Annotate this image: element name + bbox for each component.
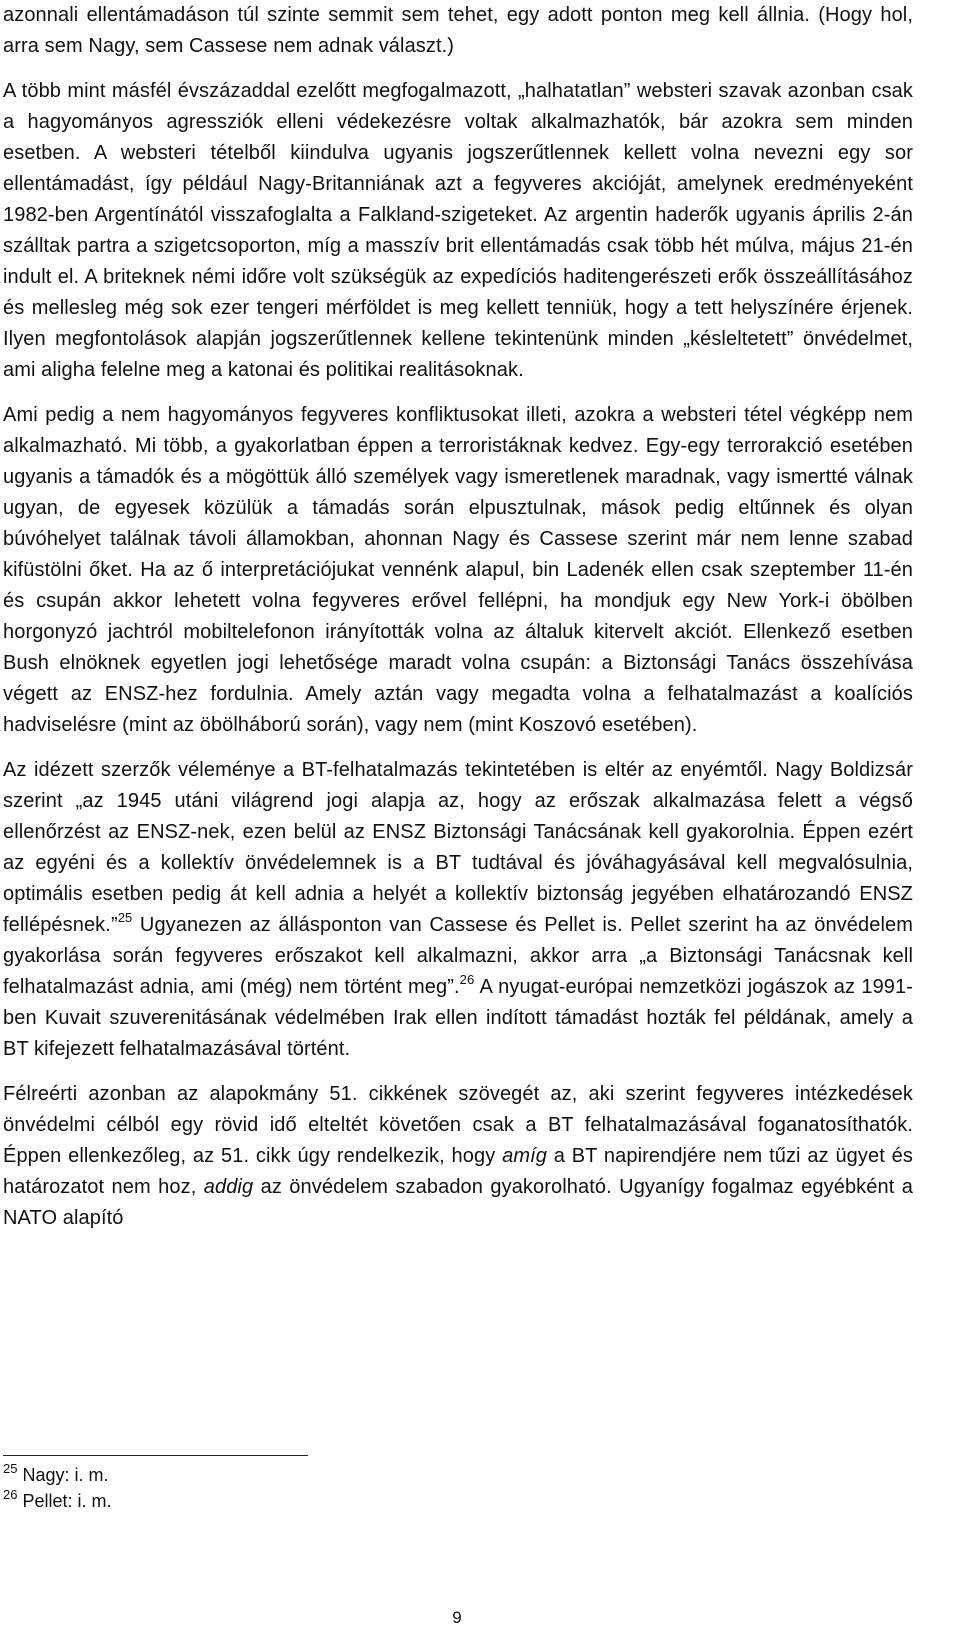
paragraph-5: [3, 1079, 913, 1234]
footnote-number: 25: [3, 1461, 18, 1476]
paragraph-3: [3, 400, 913, 741]
paragraph-text: az önvédelem szabadon gyakorolható. Ugyanígy fogalmaz egyébként a NATO alapító: [3, 1176, 913, 1229]
paragraph-1: [3, 0, 913, 62]
footnote-number: 26: [3, 1487, 18, 1502]
emphasis-text: addig: [203, 1176, 254, 1198]
paragraph-text: Az idézett szerzők véleménye a BT-felhatalmazás tekintetében is eltér az enyémtől. Nagy Boldizsár szerint „az 1945 utáni világrend jogi alapja az, hogy az erőszak alkalmazása felett a végső ellenőrzést az ENSZ-nek, ezen belül az ENSZ Biztonsági Tanácsának kell gyakorolnia. Éppen ezért az egyéni és a kollektív önvédelemnek is a BT tudtával és jóváhagyásával kell megvalósulnia, optimális esetben pedig át kell adnia a helyét a kollektív biztonság jegyében elhatározandó ENSZ fellépésnek.”: [3, 759, 913, 936]
paragraph-text: Ami pedig a nem hagyományos fegyveres konfliktusokat illeti, azokra a websteri tétel végképp nem alkalmazható. Mi több, a gyakorlatban éppen a terroristáknak kedvez. Egy-egy terrorakció esetében ugyanis a támadók és a mögöttük álló személyek vagy ismeretlenek maradnak, vagy ismertté válnak ugyan, de egyesek közülük a támadás során elpusztulnak, mások pedig eltűnnek és olyan búvóhelyet találnak távoli államokban, ahonnan Nagy és Cassese szerint már nem lenne szabad kifüstölni őket. Ha az ő interpretációjukat vennénk alapul, bin Ladenék ellen csak szeptember 11-én és csupán akkor lehetett volna fegyveres erővel fellépni, ha mondjuk egy New York-i öbölben horgonyzó jachtról mobiltelefonon irányították volna az általuk kitervelt akciót. Ellenkező esetben Bush elnöknek egyetlen jogi lehetősége maradt volna csupán: a Biztonsági Tanács összehívása végett az ENSZ-hez fordulnia. Amely aztán vagy megadta volna a felhatalmazást a koalíciós hadviselésre (mint az öbölháború során), vagy nem (mint Koszovó esetében).: [3, 404, 913, 736]
emphasis-text: amíg: [502, 1145, 547, 1167]
paragraph-4: [3, 755, 913, 1065]
footnote-text: Pellet: i. m.: [17, 1491, 112, 1511]
footnote-25: [3, 1462, 112, 1488]
paragraph-text: A több mint másfél évszázaddal ezelőtt megfogalmazott, „halhatatlan” websteri szavak azonban csak a hagyományos agressziók elleni védekezésre voltak alkalmazhatók, bár azokra sem minden esetben. A websteri tételből kiindulva ugyanis jogszerűtlennek kellett volna nevezni egy sor ellentámadást, így például Nagy-Britanniának azt a fegyveres akcióját, amelynek eredményeként 1982-ben Argentínától visszafoglalta a Falkland-szigeteket. Az argentin haderők ugyanis április 2-án szálltak partra a szigetcsoporton, míg a masszív brit ellentámadás csak több hét múlva, május 21-én indult el. A briteknek némi időre volt szükségük az expedíciós haditengerészeti erők összeállításához és mellesleg még sok ezer tengeri mérföldet is meg kellett tenniük, hogy a tett helyszínére érjenek. Ilyen megfontolások alapján jogszerűtlennek kellene tekintenünk minden „késleltetett” önvédelmet, ami aligha felelne meg a katonai és politikai realitásoknak.: [3, 80, 913, 381]
paragraph-text: A nyugat-európai nemzetközi jogászok az 1991-ben Kuvait szuverenitásának védelmében Irak ellen indított támadást hozták fel példának, amely a BT kifejezett felhatalmazásával történt.: [3, 976, 913, 1060]
footnotes: [3, 1462, 112, 1514]
paragraph-text: Félreérti azonban az alapokmány 51. cikkének szövegét az, aki szerint fegyveres intézkedések önvédelmi célból egy rövid idő elteltét követően csak a BT felhatalmazásával foganatosíthatók. Éppen ellenkezőleg, az 51. cikk úgy rendelkezik, hogy: [3, 1083, 913, 1167]
paragraph-2: [3, 76, 913, 386]
footnote-text: Nagy: i. m.: [17, 1465, 109, 1485]
paragraph-text: azonnali ellentámadáson túl szinte semmit sem tehet, egy adott ponton meg kell állnia. (Hogy hol, arra sem Nagy, sem Cassese nem adnak választ.): [3, 4, 913, 57]
footnote-26: [3, 1488, 112, 1514]
page-number: 9: [452, 1608, 462, 1627]
paragraph-text: a BT napirendjére nem tűzi az ügyet és határozatot nem hoz,: [3, 1145, 913, 1198]
body-text: [3, 0, 913, 1234]
footnote-ref-26[interactable]: 26: [459, 972, 475, 988]
paragraph-text: Ugyanezen az állásponton van Cassese és Pellet is. Pellet szerint ha az önvédelem gyakorlása során fegyveres erőszakot kell alkalmazni, akkor arra „a Biztonsági Tanácsnak kell felhatalmazást adnia, ami (még) nem történt meg”.: [3, 914, 913, 998]
footnote-separator: [3, 1455, 308, 1456]
footnote-ref-25[interactable]: 25: [117, 910, 133, 926]
